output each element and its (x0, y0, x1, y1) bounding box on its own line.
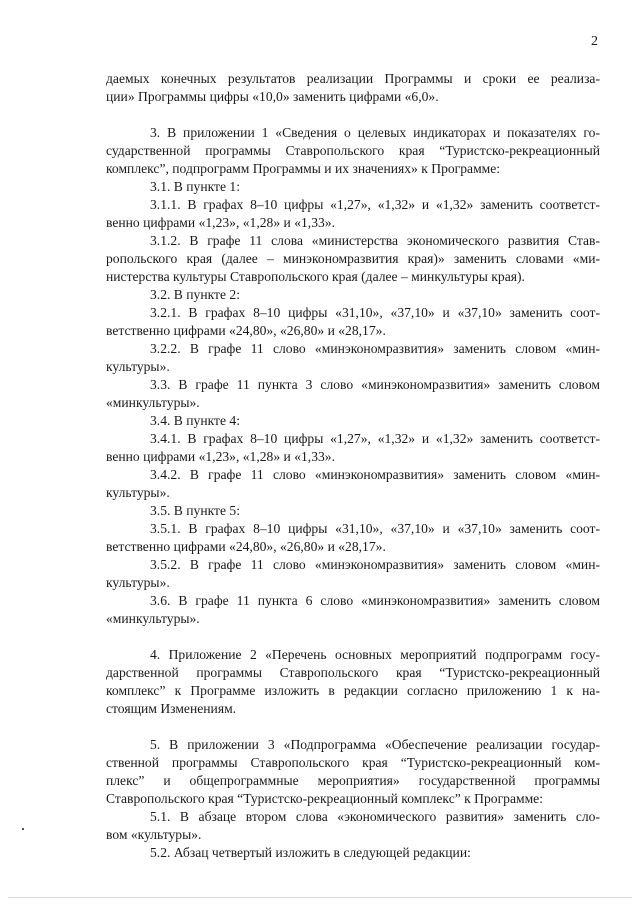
text-line: 3.1.2. В графе 11 слова «министерства экономического развития Став- (150, 233, 600, 248)
subpoint-heading: 3.1. В пункте 1: (150, 179, 240, 194)
text-line: 3.1.1. В графах 8–10 цифры «1,27», «1,32» и «1,32» заменить соответст- (150, 197, 600, 212)
paragraph-3-heading: 3. В приложении 1 «Сведения о целевых индикаторах и показателях го- (150, 125, 600, 140)
text-line: Ставропольского края “Туристско-рекреационный комплекс” к Программе: (106, 791, 543, 806)
text-line: ственной программы Ставропольского края “Туристско-рекреационный ком- (106, 755, 600, 770)
text-line: 5.2. Абзац четвертый изложить в следующей редакции: (150, 845, 471, 860)
document-body (106, 70, 600, 862)
text-line: сударственной программы Ставропольского края “Туристско-рекреационный (106, 143, 600, 158)
text-line: нистерства культуры Ставропольского края (далее – минкультуры края). (106, 269, 525, 284)
subpoint-heading: 3.2. В пункте 2: (150, 287, 240, 302)
text-line: 3.2.2. В графе 11 слово «минэкономразвития» заменить словом «мин- (150, 341, 600, 356)
text-line: вом «культуры». (106, 827, 202, 842)
text-line: 3.4.1. В графах 8–10 цифры «1,27», «1,32» и «1,32» заменить соответст- (150, 431, 600, 446)
text-line: плекс” и общепрограммные мероприятия» государственной программы (106, 773, 600, 788)
subpoint-heading: 3.4. В пункте 4: (150, 413, 240, 428)
paragraph-4-heading: 4. Приложение 2 «Перечень основных мероприятий подпрограмм госу- (150, 647, 600, 662)
text-line: комплекс”, подпрограмм Программы и их значениях» к Программе: (106, 161, 501, 176)
text-line: 3.6. В графе 11 пункта 6 слово «минэкономразвития» заменить словом (150, 593, 600, 608)
text-line: дарственной программы Ставропольского края “Туристско-рекреационный (106, 665, 600, 680)
text-line: 3.5.2. В графе 11 слово «минэкономразвития» заменить словом «мин- (150, 557, 600, 572)
text-line: «минкультуры». (106, 395, 200, 410)
text-line: ветственно цифрами «24,80», «26,80» и «28,17». (106, 323, 386, 338)
text-line: «минкультуры». (106, 611, 200, 626)
text-line: культуры». (106, 485, 170, 500)
paragraph-5-heading: 5. В приложении 3 «Подпрограмма «Обеспечение реализации государ- (150, 737, 600, 752)
text-line: 3.4.2. В графе 11 слово «минэкономразвития» заменить словом «мин- (150, 467, 600, 482)
text-line: 3.5.1. В графах 8–10 цифры «31,10», «37,10» и «37,10» заменить соот- (150, 521, 600, 536)
text-line: комплекс” к Программе изложить в редакции согласно приложению 1 к на- (106, 683, 600, 698)
text-line: 5.1. В абзаце втором слова «экономического развития» заменить сло- (150, 809, 600, 824)
text-line: культуры». (106, 575, 170, 590)
text-line: венно цифрами «1,23», «1,28» и «1,33». (106, 449, 335, 464)
scan-mark (22, 828, 24, 830)
page-edge-line (8, 897, 632, 898)
text-line: венно цифрами «1,23», «1,28» и «1,33». (106, 215, 335, 230)
subpoint-heading: 3.5. В пункте 5: (150, 503, 240, 518)
text-line: ропольского края (далее – минэкономразвития края)» заменить словами «ми- (106, 251, 600, 266)
text-line: культуры». (106, 359, 170, 374)
text-line: даемых конечных результатов реализации Программы и сроки ее реализа- (106, 71, 600, 86)
page-number: 2 (591, 34, 598, 49)
text-line: стоящим Изменениям. (106, 701, 237, 716)
text-line: ции» Программы цифры «10,0» заменить цифрами «6,0». (106, 89, 439, 104)
text-line: ветственно цифрами «24,80», «26,80» и «28,17». (106, 539, 386, 554)
text-line: 3.3. В графе 11 пункта 3 слово «минэкономразвития» заменить словом (150, 377, 600, 392)
text-line: 3.2.1. В графах 8–10 цифры «31,10», «37,10» и «37,10» заменить соот- (150, 305, 600, 320)
